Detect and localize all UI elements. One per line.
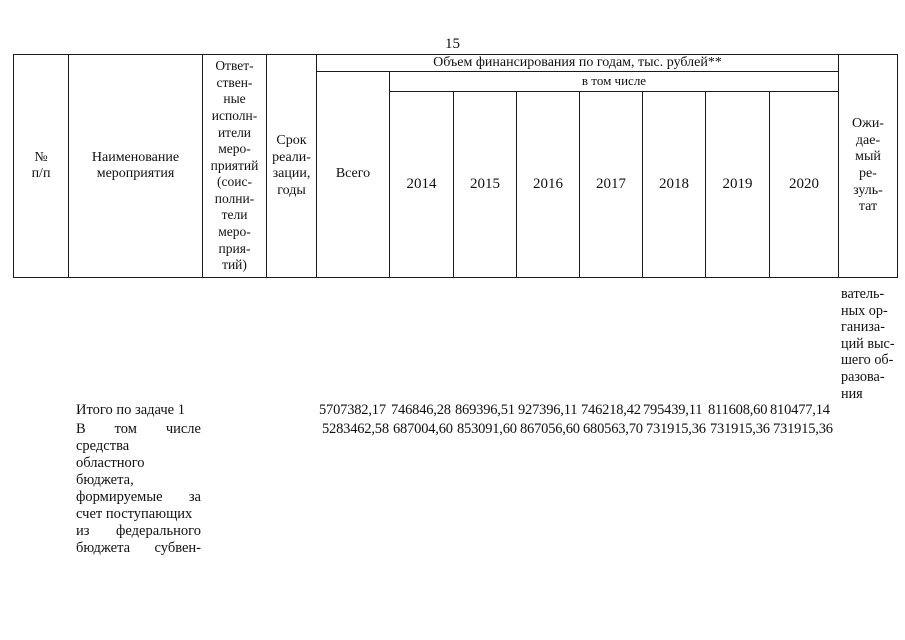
- result-line: ния: [841, 385, 863, 402]
- row-value-2017: 680563,70: [583, 421, 643, 437]
- label-line: счет поступающих: [76, 506, 193, 522]
- row-value-2014: 687004,60: [393, 421, 453, 437]
- page-number: 15: [445, 36, 460, 52]
- row-value-2020: 810477,14: [770, 402, 830, 418]
- result-line: ганиза-: [841, 319, 885, 336]
- header-year-2020: 2020: [789, 176, 819, 193]
- header-total: Всего: [335, 166, 371, 182]
- row-value-2019: 731915,36: [710, 421, 770, 437]
- header-year-2019: 2019: [722, 176, 753, 193]
- header-term: Срок реали- зации, годы: [272, 133, 311, 198]
- row-value-2015: 853091,60: [457, 421, 517, 437]
- row-value-2020: 731915,36: [773, 421, 833, 437]
- row-total: 5707382,17: [319, 402, 386, 418]
- row-value-2016: 927396,11: [518, 402, 578, 418]
- label-line: областного: [76, 455, 145, 471]
- result-line: ных ор-: [841, 302, 888, 319]
- header-year-2016: 2016: [533, 176, 563, 193]
- row-value-2014: 746846,28: [391, 402, 451, 418]
- label-line: формируемые за: [76, 489, 201, 505]
- row-value-2015: 869396,51: [455, 402, 515, 418]
- header-year-2017: 2017: [596, 176, 626, 193]
- header-year-2015: 2015: [470, 176, 500, 193]
- header-year-2018: 2018: [659, 176, 689, 193]
- result-continuation: [841, 286, 901, 402]
- row-value-2017: 746218,42: [581, 402, 641, 418]
- result-line: ций выс-: [841, 335, 895, 352]
- row-value-2019: 811608,60: [708, 402, 768, 418]
- row-label: Итого по задаче 1: [76, 402, 185, 418]
- header-name: Наименование мероприятия: [91, 149, 180, 181]
- row-value-2018: 731915,36: [646, 421, 706, 437]
- header-including: в том числе: [581, 73, 647, 89]
- label-line: бюджета,: [76, 472, 134, 488]
- result-line: разова-: [841, 368, 885, 385]
- label-line: средства: [76, 438, 130, 454]
- header-result: Ожи- дае- мый ре- зуль- тат: [852, 116, 884, 215]
- header-no: № п/п: [31, 149, 51, 181]
- header-financing-title: Объем финансирования по годам, тыс. рублей**: [433, 54, 722, 70]
- header-year-2014: 2014: [406, 176, 437, 193]
- label-line: из федерального: [76, 523, 201, 539]
- label-line: В том числе: [76, 421, 201, 437]
- row-value-2016: 867056,60: [520, 421, 580, 437]
- result-line: ватель-: [841, 286, 885, 302]
- row-total: 5283462,58: [322, 421, 389, 437]
- row-label: [76, 421, 201, 557]
- label-line: бюджета субвен-: [76, 540, 201, 556]
- result-line: шего об-: [841, 352, 894, 369]
- header-executors: Ответ- ствен- ные исполн- ители меро- приятий (соис- полни- тели меро- прия- тий): [210, 58, 259, 273]
- row-value-2018: 795439,11: [643, 402, 703, 418]
